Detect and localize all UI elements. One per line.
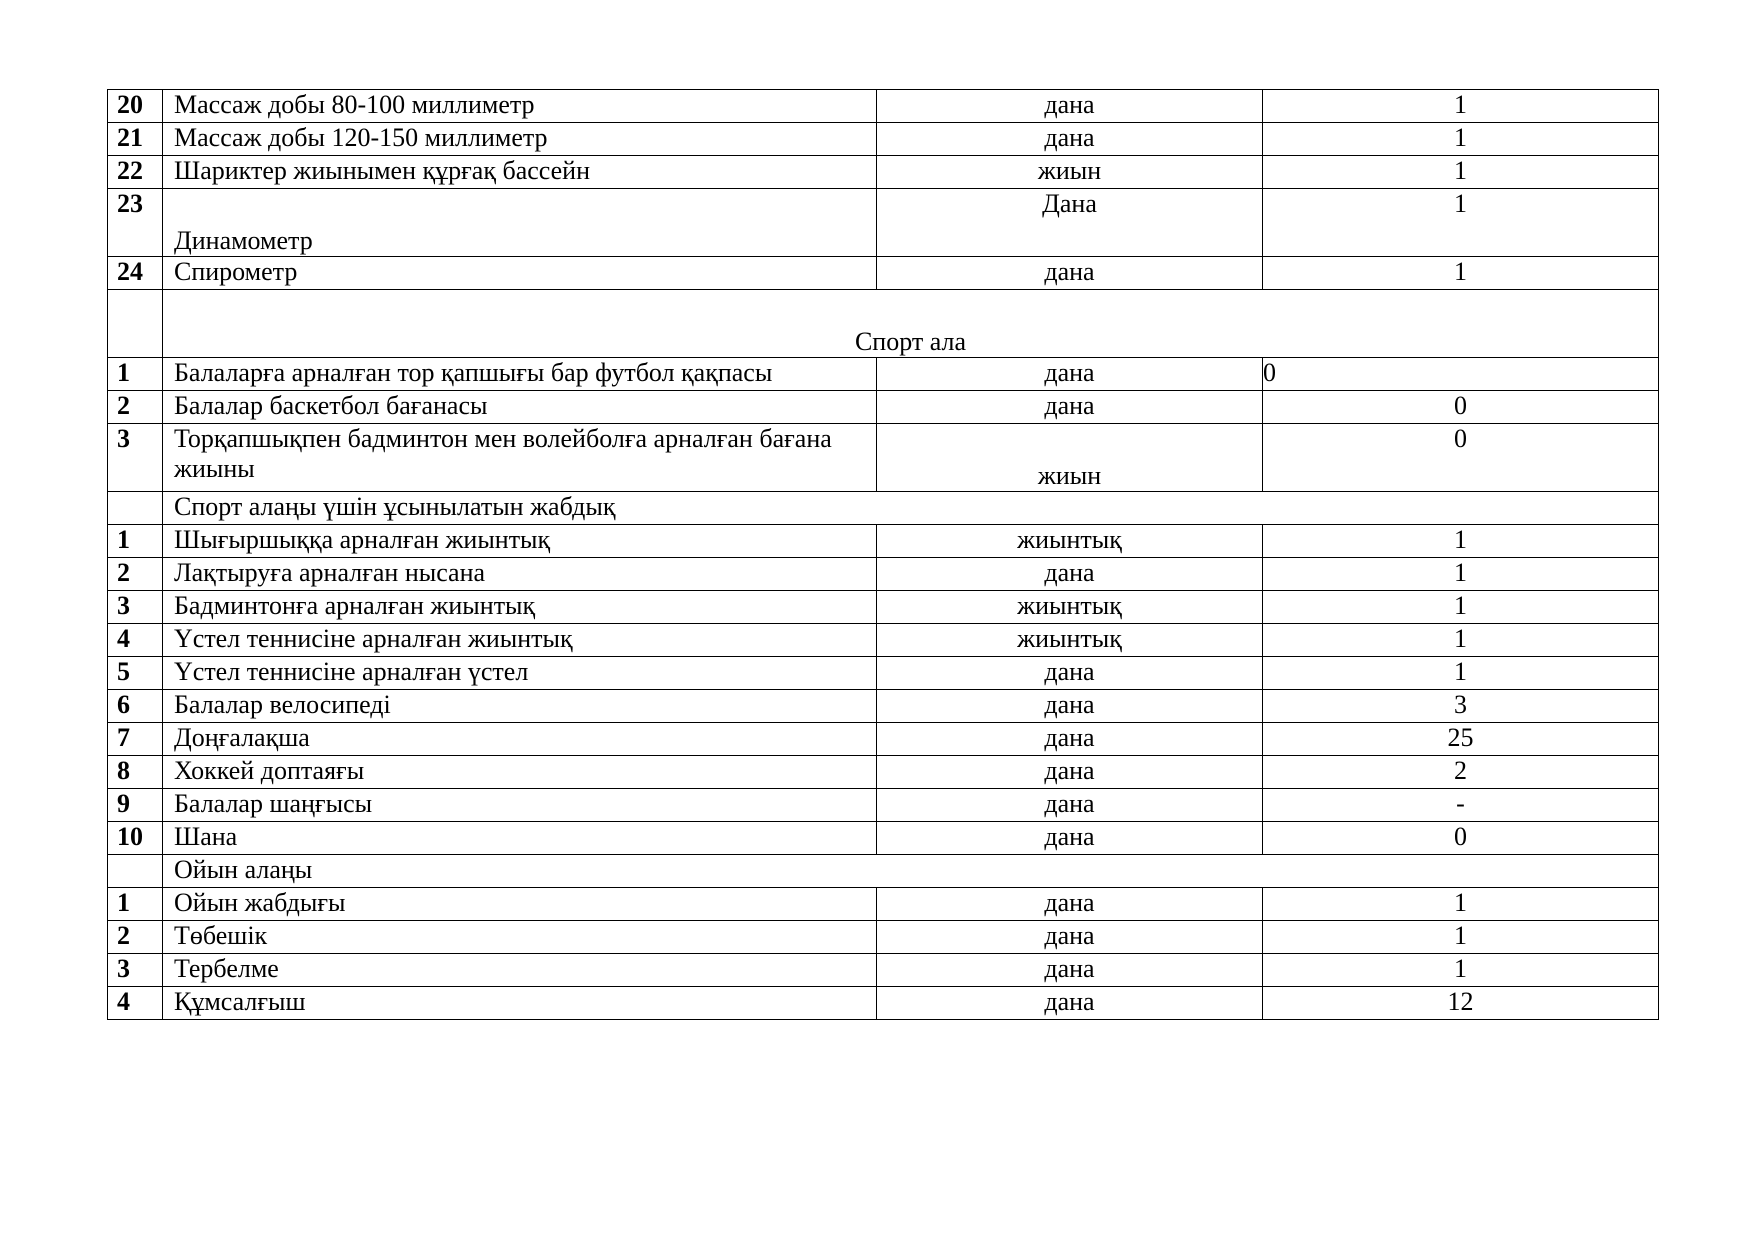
item-quantity: 1 [1263, 123, 1659, 156]
row-number: 1 [108, 888, 163, 921]
item-name: Шығыршыққа арналған жиынтық [163, 525, 877, 558]
item-name: Ойын жабдығы [163, 888, 877, 921]
table-row [108, 888, 1659, 921]
item-name: Құмсалғыш [163, 987, 877, 1020]
item-unit: жиынтық [877, 624, 1263, 657]
table-row [108, 391, 1659, 424]
table-row [108, 624, 1659, 657]
item-unit: дана [877, 358, 1263, 391]
table-row [108, 123, 1659, 156]
item-name: Төбешік [163, 921, 877, 954]
table-row [108, 723, 1659, 756]
section-title: Ойын алаңы [163, 855, 1659, 888]
item-name: Доңғалақша [163, 723, 877, 756]
section-row [108, 855, 1659, 888]
item-name: Спирометр [163, 257, 877, 290]
row-number: 6 [108, 690, 163, 723]
section-title: Спорт алаңы үшін ұсынылатын жабдық [163, 492, 1659, 525]
table-row [108, 156, 1659, 189]
item-quantity: 1 [1263, 189, 1659, 257]
item-unit: Дана [877, 189, 1263, 257]
item-quantity: 3 [1263, 690, 1659, 723]
item-unit: дана [877, 690, 1263, 723]
item-quantity: 1 [1263, 156, 1659, 189]
item-unit: дана [877, 391, 1263, 424]
table-row [108, 756, 1659, 789]
table-row [108, 424, 1659, 492]
row-number: 8 [108, 756, 163, 789]
item-unit: дана [877, 822, 1263, 855]
item-unit: дана [877, 987, 1263, 1020]
row-number: 20 [108, 90, 163, 123]
item-name: Массаж добы 80-100 миллиметр [163, 90, 877, 123]
row-number: 2 [108, 391, 163, 424]
item-unit: дана [877, 888, 1263, 921]
item-name: Балалар шаңғысы [163, 789, 877, 822]
table-row [108, 591, 1659, 624]
table-row [108, 987, 1659, 1020]
table-row [108, 789, 1659, 822]
item-quantity: 0 [1263, 822, 1659, 855]
item-quantity: 2 [1263, 756, 1659, 789]
item-unit: дана [877, 123, 1263, 156]
row-number: 7 [108, 723, 163, 756]
item-name: Торқапшықпен бадминтон мен волейболға арналған бағана жиыны [163, 424, 877, 492]
item-name: Шана [163, 822, 877, 855]
item-quantity: - [1263, 789, 1659, 822]
section-row [108, 492, 1659, 525]
row-number: 5 [108, 657, 163, 690]
item-name: Балаларға арналған тор қапшығы бар футбол қақпасы [163, 358, 877, 391]
row-number: 22 [108, 156, 163, 189]
item-quantity: 1 [1263, 90, 1659, 123]
row-number: 4 [108, 624, 163, 657]
item-name: Массаж добы 120-150 миллиметр [163, 123, 877, 156]
table-row [108, 358, 1659, 391]
table-row [108, 690, 1659, 723]
row-number: 2 [108, 558, 163, 591]
table-row [108, 954, 1659, 987]
row-number: 3 [108, 591, 163, 624]
table-row [108, 822, 1659, 855]
table-row [108, 657, 1659, 690]
section-title: Спорт ала [163, 290, 1659, 358]
row-number: 10 [108, 822, 163, 855]
section-number-cell [108, 492, 163, 525]
item-name: Балалар баскетбол бағанасы [163, 391, 877, 424]
item-quantity: 1 [1263, 624, 1659, 657]
item-name: Балалар велосипеді [163, 690, 877, 723]
table-row [108, 90, 1659, 123]
table-row [108, 558, 1659, 591]
item-unit: дана [877, 954, 1263, 987]
item-quantity: 1 [1263, 921, 1659, 954]
item-quantity: 1 [1263, 525, 1659, 558]
item-quantity: 1 [1263, 954, 1659, 987]
item-unit: жиын [877, 156, 1263, 189]
table-row [108, 525, 1659, 558]
item-unit: жиынтық [877, 525, 1263, 558]
item-name: Динамометр [163, 189, 877, 257]
item-quantity: 1 [1263, 657, 1659, 690]
row-number: 3 [108, 424, 163, 492]
item-quantity: 25 [1263, 723, 1659, 756]
section-row [108, 290, 1659, 358]
equipment-table [107, 89, 1659, 1020]
row-number: 21 [108, 123, 163, 156]
row-number: 23 [108, 189, 163, 257]
item-quantity: 1 [1263, 257, 1659, 290]
row-number: 24 [108, 257, 163, 290]
item-name: Лақтыруға арналған нысана [163, 558, 877, 591]
table-row [108, 257, 1659, 290]
item-unit: жиын [877, 424, 1263, 492]
item-quantity: 0 [1263, 424, 1659, 492]
item-unit: дана [877, 558, 1263, 591]
item-name: Хоккей доптаяғы [163, 756, 877, 789]
item-unit: дана [877, 257, 1263, 290]
item-unit: дана [877, 723, 1263, 756]
item-unit: дана [877, 921, 1263, 954]
item-name: Үстел теннисіне арналған үстел [163, 657, 877, 690]
item-quantity: 12 [1263, 987, 1659, 1020]
item-name: Бадминтонға арналған жиынтық [163, 591, 877, 624]
item-unit: дана [877, 90, 1263, 123]
row-number: 4 [108, 987, 163, 1020]
table-row [108, 189, 1659, 257]
table-row [108, 921, 1659, 954]
row-number: 1 [108, 358, 163, 391]
item-unit: дана [877, 657, 1263, 690]
item-quantity: 1 [1263, 558, 1659, 591]
item-unit: жиынтық [877, 591, 1263, 624]
row-number: 3 [108, 954, 163, 987]
item-name: Үстел теннисіне арналған жиынтық [163, 624, 877, 657]
section-number-cell [108, 855, 163, 888]
row-number: 2 [108, 921, 163, 954]
item-name: Тербелме [163, 954, 877, 987]
row-number: 1 [108, 525, 163, 558]
item-quantity: 0 [1263, 358, 1659, 391]
item-unit: дана [877, 789, 1263, 822]
item-quantity: 1 [1263, 591, 1659, 624]
item-quantity: 1 [1263, 888, 1659, 921]
row-number: 9 [108, 789, 163, 822]
item-quantity: 0 [1263, 391, 1659, 424]
section-number-cell [108, 290, 163, 358]
item-unit: дана [877, 756, 1263, 789]
item-name: Шариктер жиынымен құрғақ бассейн [163, 156, 877, 189]
